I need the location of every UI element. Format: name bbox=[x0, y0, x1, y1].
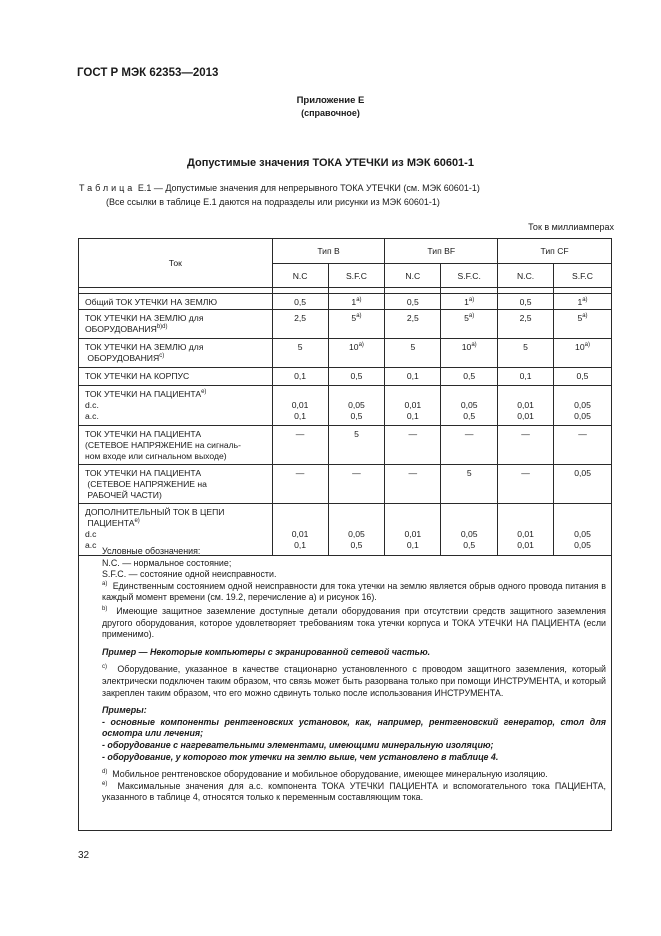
leakage-current-table bbox=[78, 238, 612, 556]
value-cell: 2,5 bbox=[498, 310, 554, 339]
value-cell: 0,1 bbox=[385, 368, 441, 386]
value-cell: 0,01 0,01 bbox=[498, 386, 554, 426]
value-cell: 10$^{a)}$ bbox=[441, 339, 498, 368]
legend-sfc: S.F.C. — состояние одной неисправности. bbox=[102, 569, 277, 580]
value-cell: — bbox=[272, 426, 328, 465]
page-number: 32 bbox=[78, 850, 90, 861]
header-type-bf: Тип BF bbox=[385, 239, 498, 264]
row-label: Общий ТОК УТЕЧКИ НА ЗЕМЛЮ bbox=[79, 294, 273, 310]
value-cell: 10$^{a)}$ bbox=[328, 339, 385, 368]
value-cell: 0,5 bbox=[441, 368, 498, 386]
example-note: Пример — Некоторые компьютеры с экранированной сетевой частью. bbox=[102, 646, 431, 657]
value-cell: 0,01 0,1 bbox=[272, 386, 328, 426]
row-label: ТОК УТЕЧКИ НА ЗЕМЛЮ для $ОБОРУДОВАНИЯ^{b)d)}$ bbox=[79, 310, 273, 339]
footnote-d: $^{d)}$ Мобильное рентгеновское оборудование и мобильное оборудование, имеющее минеральную изоляцию. bbox=[102, 769, 548, 780]
value-cell: 0,5 bbox=[328, 368, 385, 386]
example-item: - основные компоненты рентгеновских установок, как, например, рентгеновский генератор, стол для осмотра или лечения; bbox=[102, 716, 606, 739]
value-cell: 0,1 bbox=[272, 368, 328, 386]
table-row bbox=[79, 310, 612, 339]
footnote-a: $^{a)}$ Единственным состоянием одной неисправности для тока утечки на землю является обрыв одного провода питания в каждый момент времени (см. 19.2, перечисление а) и рисунок 16). bbox=[102, 580, 606, 603]
table-row bbox=[79, 368, 612, 386]
table-row bbox=[79, 465, 612, 504]
header-current: Ток bbox=[79, 239, 273, 288]
value-cell: 0,05 0,5 bbox=[328, 504, 385, 556]
table-row bbox=[79, 294, 612, 310]
value-cell: 5$^{a)}$ bbox=[554, 310, 612, 339]
value-cell: 5$^{a)}$ bbox=[441, 310, 498, 339]
footnote-e: $^{e)}$ Максимальные значения для a.c. компонента ТОКА УТЕЧКИ ПАЦИЕНТА и вспомогательного тока ПАЦИЕНТА, указанного в таблице 4, относятся только к переменным составляющим тока. bbox=[102, 780, 606, 803]
legend-title: Условные обозначения: bbox=[102, 546, 201, 556]
table-row bbox=[79, 426, 612, 465]
value-cell: 0,5 bbox=[554, 368, 612, 386]
annex-subtitle: (справочное) bbox=[301, 108, 360, 118]
value-cell: — bbox=[385, 465, 441, 504]
value-cell: 2,5 bbox=[272, 310, 328, 339]
value-cell: 0,01 0,1 bbox=[385, 504, 441, 556]
row-label: ТОК УТЕЧКИ НА КОРПУС bbox=[79, 368, 273, 386]
value-cell: 5 bbox=[441, 465, 498, 504]
value-cell: 0,1 bbox=[498, 368, 554, 386]
value-cell: 5 bbox=[272, 339, 328, 368]
example-item: - оборудование, у которого ток утечки на землю выше, чем установлено в таблице 4. bbox=[102, 751, 499, 762]
value-cell: 0,05 0,5 bbox=[441, 386, 498, 426]
header-nc: N.C. bbox=[498, 264, 554, 288]
table-notes bbox=[78, 546, 612, 804]
value-cell: 1$^{a)}$ bbox=[554, 294, 612, 310]
value-cell: 0,01 0,1 bbox=[272, 504, 328, 556]
footnote-c: $^{c)}$ Оборудование, указанное в качестве стационарно установленного с проводом защитного заземления, который электрически подключен таким образом, что связь может быть разорвана только при помощи ИНСТРУМЕНТА, и который закреплен таким образом, что его можно сдвинуть только после использования ИНСТРУМЕНТА. bbox=[102, 664, 606, 698]
value-cell: 0,5 bbox=[272, 294, 328, 310]
header-nc: N.C bbox=[272, 264, 328, 288]
value-cell: 5 bbox=[328, 426, 385, 465]
table-caption-text: Е.1 — Допустимые значения для непрерывного ТОКА УТЕЧКИ (см. МЭК 60601-1) bbox=[137, 183, 480, 193]
header-sfc: S.F.C bbox=[554, 264, 612, 288]
row-label: ТОК УТЕЧКИ НА ЗЕМЛЮ для ОБОРУДОВАНИЯ$^{c)}$ bbox=[79, 339, 273, 368]
value-cell: 0,05 0,05 bbox=[554, 504, 612, 556]
value-cell: — bbox=[554, 426, 612, 465]
footnote-b: $^{b)}$ Имеющие защитное заземление доступные детали оборудования при отсутствии средств защитного заземления другого оборудования, которое удовлетворяет требованиям тока утечки корпуса и ТОКА УТЕЧКИ НА ПАЦИЕНТА (если применимо). bbox=[102, 605, 606, 640]
legend-nc: N.C. — нормальное состояние; bbox=[102, 557, 232, 568]
header-sfc: S.F.C bbox=[328, 264, 385, 288]
row-label: ТОК УТЕЧКИ НА ПАЦИЕНТА (СЕТЕВОЕ НАПРЯЖЕНИЕ на сигналь- ном входе или сигнальном выходе) bbox=[79, 426, 273, 465]
value-cell: 10$^{a)}$ bbox=[554, 339, 612, 368]
value-cell: 2,5 bbox=[385, 310, 441, 339]
value-cell: 5 bbox=[385, 339, 441, 368]
table-row bbox=[79, 339, 612, 368]
value-cell: 0,01 0,1 bbox=[385, 386, 441, 426]
table-word: Таблица bbox=[79, 183, 136, 193]
row-label: ДОПОЛНИТЕЛЬНЫЙ ТОК В ЦЕПИ ПАЦИЕНТА$^{e)}$ d.c a.c bbox=[79, 504, 273, 556]
value-cell: 0,05 0,05 bbox=[554, 386, 612, 426]
value-cell: 5 bbox=[498, 339, 554, 368]
document-header: ГОСТ Р МЭК 62353—2013 bbox=[77, 67, 219, 79]
section-title: Допустимые значения ТОКА УТЕЧКИ из МЭК 60601-1 bbox=[187, 157, 474, 169]
header-type-cf: Тип CF bbox=[498, 239, 612, 264]
examples-title: Примеры: bbox=[102, 705, 147, 716]
value-cell: 0,05 0,5 bbox=[441, 504, 498, 556]
header-nc: N.C bbox=[385, 264, 441, 288]
value-cell: 0,01 0,01 bbox=[498, 504, 554, 556]
value-cell: — bbox=[441, 426, 498, 465]
units-label: Ток в миллиамперах bbox=[528, 222, 614, 232]
table-row bbox=[79, 386, 612, 426]
row-label: ТОК УТЕЧКИ НА ПАЦИЕНТА (СЕТЕВОЕ НАПРЯЖЕНИЕ на РАБОЧЕЙ ЧАСТИ) bbox=[79, 465, 273, 504]
value-cell: 1$^{a)}$ bbox=[328, 294, 385, 310]
example-item: - оборудование с нагревательными элементами, имеющими минеральную изоляцию; bbox=[102, 739, 494, 750]
value-cell: 0,05 0,5 bbox=[328, 386, 385, 426]
value-cell: 0,5 bbox=[385, 294, 441, 310]
value-cell: — bbox=[328, 465, 385, 504]
table-caption-note: (Все ссылки в таблице Е.1 даются на подразделы или рисунки из МЭК 60601-1) bbox=[106, 197, 440, 207]
value-cell: — bbox=[498, 465, 554, 504]
header-type-b: Тип В bbox=[272, 239, 385, 264]
row-label: ТОК УТЕЧКИ НА ПАЦИЕНТА$^{e)}$ d.c. a.c. bbox=[79, 386, 273, 426]
value-cell: 5$^{a)}$ bbox=[328, 310, 385, 339]
table-caption bbox=[79, 183, 480, 193]
value-cell: 1$^{a)}$ bbox=[441, 294, 498, 310]
value-cell: — bbox=[272, 465, 328, 504]
value-cell: — bbox=[498, 426, 554, 465]
annex-title: Приложение Е bbox=[296, 95, 365, 106]
value-cell: 0,05 bbox=[554, 465, 612, 504]
value-cell: 0,5 bbox=[498, 294, 554, 310]
value-cell: — bbox=[385, 426, 441, 465]
header-sfc: S.F.C. bbox=[441, 264, 498, 288]
